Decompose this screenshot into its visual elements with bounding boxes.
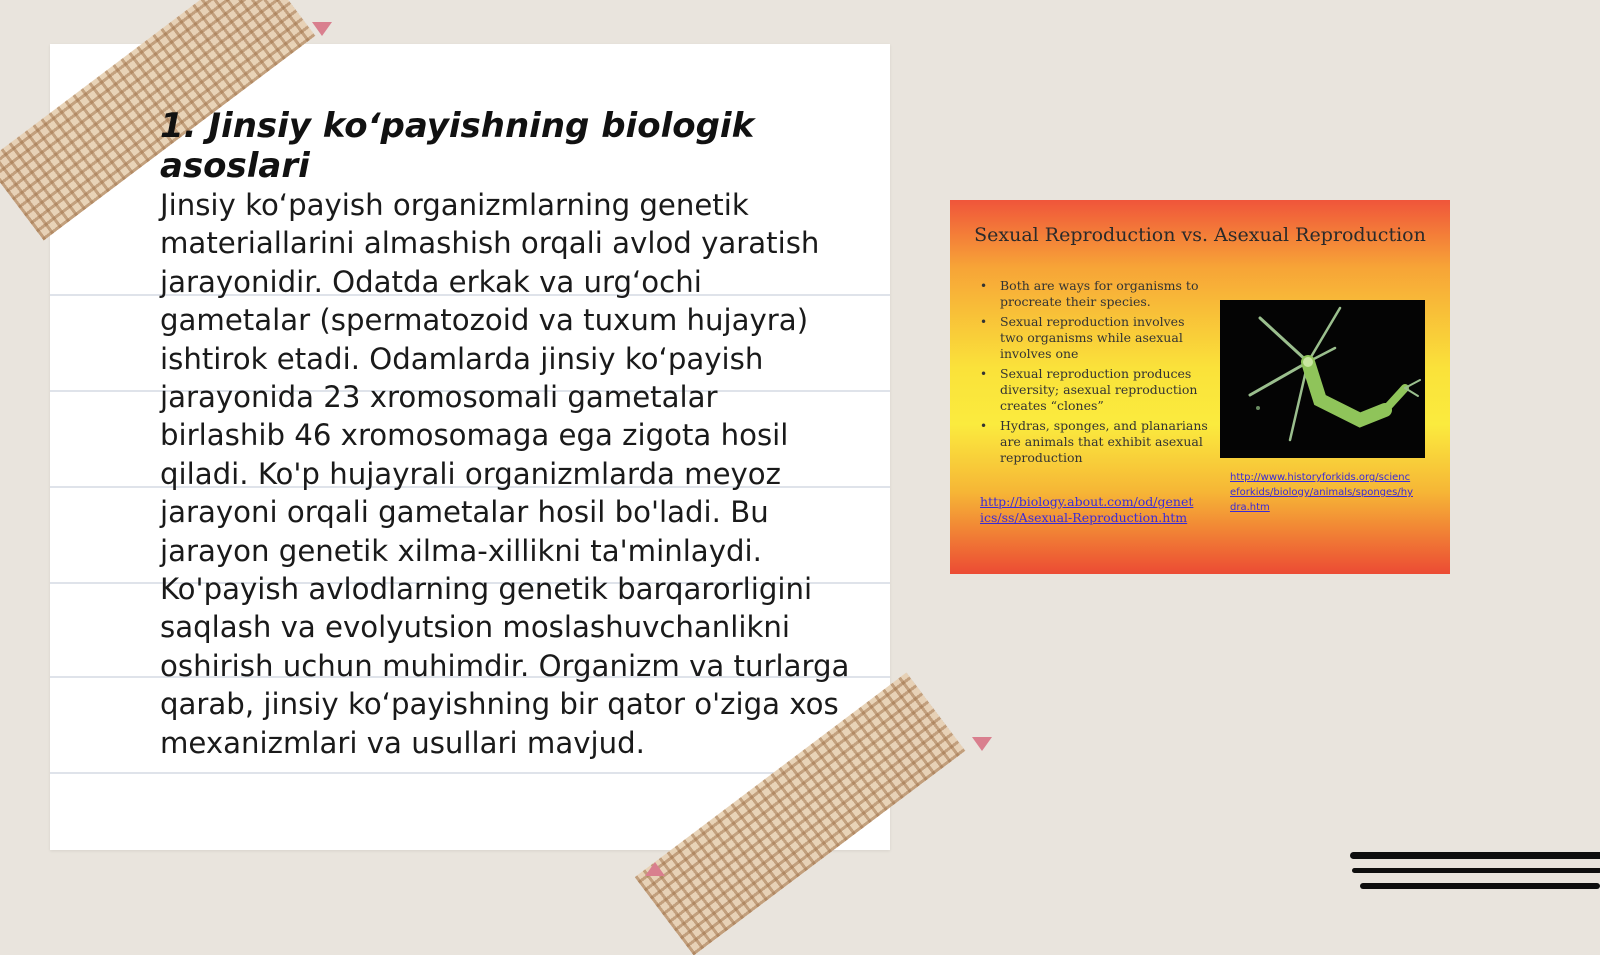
bullet-icon: • (980, 419, 988, 433)
pin-icon (312, 22, 332, 36)
embedded-slide-image (950, 200, 1450, 574)
pin-icon (972, 737, 992, 751)
list-item (980, 314, 1208, 362)
bullet-icon: • (980, 367, 988, 381)
hydra-source-link[interactable]: http://www.historyforkids.org/scienceforkids/biology/animals/sponges/hydra.htm (1230, 472, 1413, 513)
bullet-icon: • (980, 315, 988, 329)
list-item (980, 418, 1208, 466)
list-item (980, 366, 1208, 414)
asexual-reproduction-link[interactable]: http://biology.about.com/od/genetics/ss/Asexual-Reproduction.htm (980, 494, 1194, 525)
bullet-text: Sexual reproduction involves two organisms while asexual involves one (1000, 314, 1185, 361)
slide-title: Sexual Reproduction vs. Asexual Reproduction (974, 224, 1426, 246)
brush-stroke-decoration (1350, 852, 1600, 859)
bullet-text: Sexual reproduction produces diversity; asexual reproduction creates “clones” (1000, 366, 1198, 413)
hydra-icon (1220, 300, 1425, 458)
hydra-photo (1220, 300, 1425, 458)
list-item (980, 278, 1208, 310)
bullet-text: Both are ways for organisms to procreate their species. (1000, 278, 1199, 309)
slide-bullet-list (980, 278, 1208, 470)
pin-icon (645, 862, 665, 876)
brush-stroke-decoration (1352, 868, 1600, 873)
body-paragraph: Jinsiy ko‘payish organizmlarning genetik materiallarini almashish orqali avlod yaratish jarayonidir. Odatda erkak va urg‘ochi gametalar (spermatozoid va tuxum hujayra) ishtirok etadi. Odamlarda jinsiy ko‘payish jarayonida 23 xromosomali gametalar birlashib 46 xromosomaga ega zigota hosil qiladi. Ko'p hujayrali organizmlarda meyoz jarayoni orqali gametalar hosil bo'ladi. Bu jarayon genetik xilma-xillikni ta'minlaydi. Ko'payish avlodlarning genetik barqarorligini saqlash va evolyutsion moslashuvchanlikni oshirish uchun muhimdir. Organizm va turlarga qarab, jinsiy ko‘payishning bir qator o'ziga xos mexanizmlari va usullari mavjud. (160, 188, 850, 760)
bullet-text: Hydras, sponges, and planarians are animals that exhibit asexual reproduction (1000, 418, 1208, 465)
page-title: 1. Jinsiy ko‘payishning biologik asoslari (160, 106, 755, 186)
paper-line (50, 772, 890, 774)
bullet-icon: • (980, 279, 988, 293)
brush-stroke-decoration (1360, 883, 1600, 889)
